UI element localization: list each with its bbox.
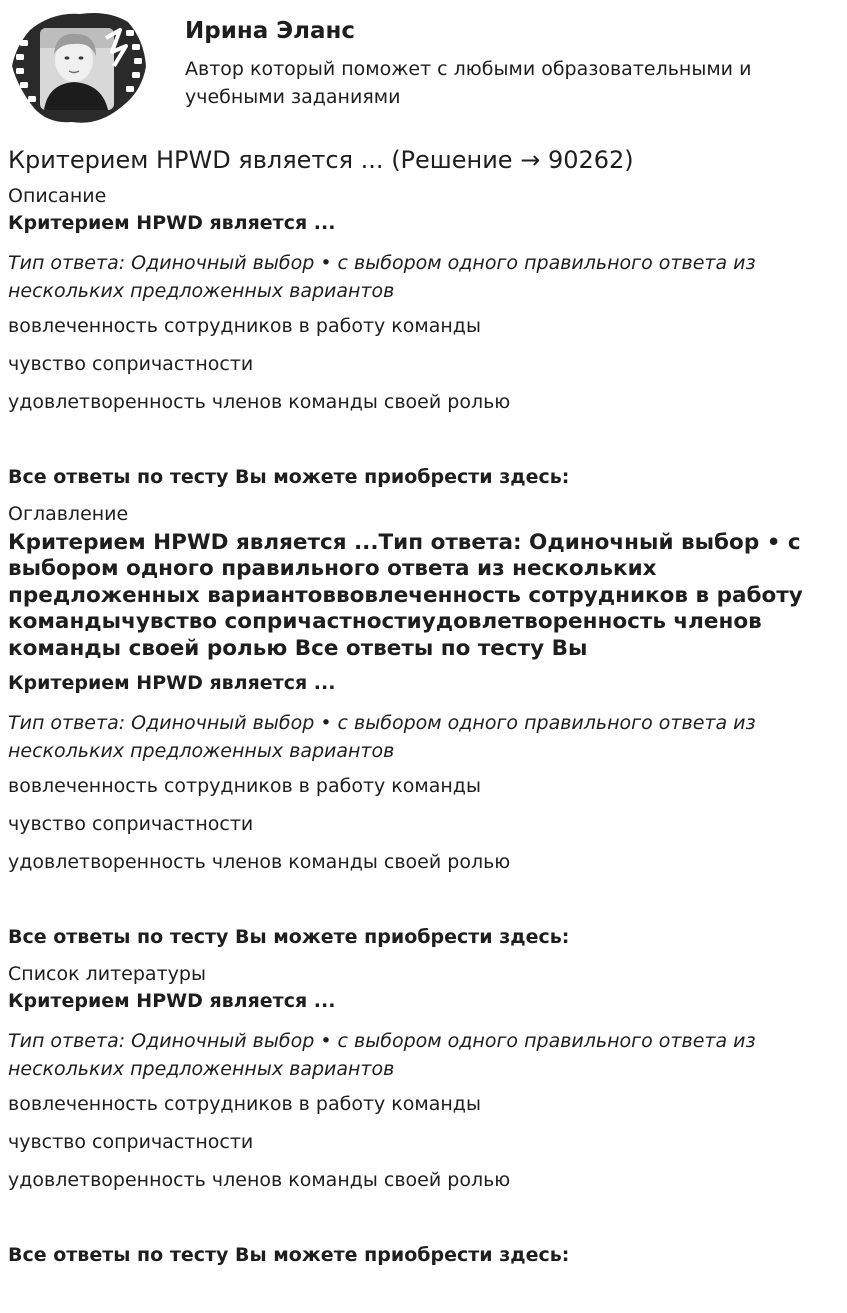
question-title: Критерием HPWD является ... [8, 990, 336, 1013]
answer-option: удовлетворенность членов команды своей ролью [8, 1169, 511, 1192]
answer-type: Тип ответа: Одиночный выбор • с выбором одного правильного ответа из нескольких предложенных вариантов [8, 251, 756, 302]
answer-option: вовлеченность сотрудников в работу команды [8, 314, 481, 337]
section-label-references: Список литературы [8, 963, 206, 986]
toc-summary: Критерием HPWD является ...Тип ответа: Одиночный выбор • с выбором одного правильного ответа из нескольких предложенных вариантоввовлеченность сотрудников в работу командычувство сопричастностиудовлетворенность членов команды своей ролью Все ответы по тесту Вы [8, 529, 803, 661]
section-label-toc: Оглавление [8, 502, 129, 525]
answer-option: вовлеченность сотрудников в работу команды [8, 775, 481, 798]
author-description: Автор который поможет с любыми образовательными и учебными заданиями [185, 58, 752, 108]
answer-option: чувство сопричастности [8, 1131, 254, 1154]
description-section [8, 185, 838, 489]
buy-answers-text: Все ответы по тесту Вы можете приобрести здесь: [8, 465, 570, 488]
answer-type: Тип ответа: Одиночный выбор • с выбором одного правильного ответа из нескольких предложенных вариантов [8, 712, 756, 763]
question-title: Критерием HPWD является ... [8, 672, 336, 695]
answer-option: удовлетворенность членов команды своей ролью [8, 851, 511, 874]
question-title: Критерием HPWD является ... [8, 211, 336, 234]
answer-option: чувство сопричастности [8, 352, 254, 375]
section-label-description: Описание [8, 184, 107, 207]
page-title: Критерием HPWD является ... (Решение → 90262) [8, 146, 634, 174]
toc-section [8, 503, 838, 950]
answer-option: вовлеченность сотрудников в работу команды [8, 1093, 481, 1116]
author-name: Ирина Эланс [185, 18, 356, 44]
author-avatar [8, 8, 150, 126]
buy-answers-text: Все ответы по тесту Вы можете приобрести здесь: [8, 926, 570, 949]
answer-type: Тип ответа: Одиночный выбор • с выбором одного правильного ответа из нескольких предложенных вариантов [8, 1030, 756, 1081]
author-header [8, 8, 838, 128]
buy-answers-text: Все ответы по тесту Вы можете приобрести здесь: [8, 1244, 570, 1267]
document-content [8, 146, 838, 1281]
references-section [8, 963, 838, 1267]
answer-option: удовлетворенность членов команды своей ролью [8, 390, 511, 413]
answer-option: чувство сопричастности [8, 813, 254, 836]
